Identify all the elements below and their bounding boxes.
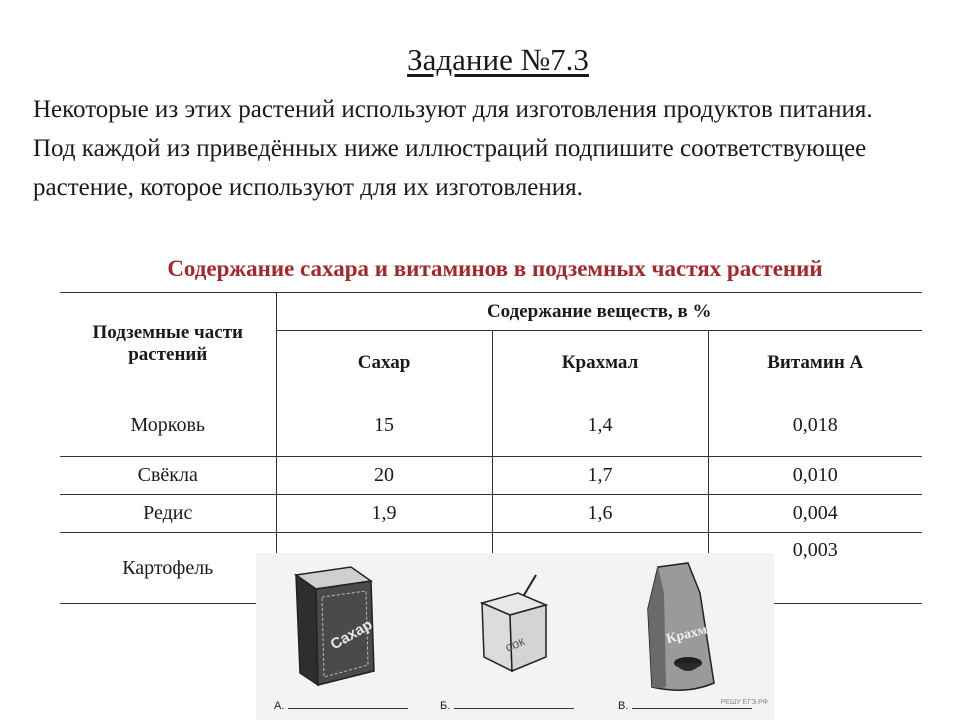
vitamin-a-cell: 0,004 xyxy=(708,495,922,533)
plant-name-cell: Картофель xyxy=(60,533,276,604)
task-text: Некоторые из этих растений используют для изготовления продуктов питания. Под каждой из приведённых ниже иллюстраций подпишите соответствующее растение, которое используют для их изготовления. xyxy=(33,96,873,201)
answer-b-label: Б. xyxy=(440,700,451,712)
answer-b xyxy=(440,700,574,712)
product-illustrations xyxy=(256,553,774,720)
table-row xyxy=(60,495,922,533)
row-header-cell: Подземные части растений xyxy=(60,293,276,395)
sugar-cell: 15 xyxy=(276,394,492,457)
starch-cell: 1,6 xyxy=(492,495,708,533)
plant-name-cell: Свёкла xyxy=(60,457,276,495)
vitamin-a-cell: 0,003 xyxy=(708,533,922,604)
sugar-cell: 1,9 xyxy=(276,495,492,533)
answer-a xyxy=(274,700,408,712)
vitamin-a-cell: 0,018 xyxy=(708,394,922,457)
plant-name-cell: Морковь xyxy=(60,394,276,457)
vitamin-a-cell: 0,010 xyxy=(708,457,922,495)
table-header-row xyxy=(60,293,922,331)
task-title: Задание №7.3 xyxy=(407,42,589,77)
answer-c-line[interactable] xyxy=(632,708,752,709)
column-header-vitamin-a: Витамин А xyxy=(708,331,922,395)
answer-a-label: А. xyxy=(274,700,285,712)
starch-bag-label: Крахмал xyxy=(664,618,724,648)
table-row xyxy=(60,394,922,457)
juice-carton-label: сок xyxy=(502,633,527,655)
starch-bag-illustration xyxy=(648,563,723,690)
answer-a-line[interactable] xyxy=(288,708,408,709)
sugar-box-illustration xyxy=(296,567,375,685)
sugar-cell: 20 xyxy=(276,457,492,495)
sugar-box-label: Сахар xyxy=(327,616,376,654)
group-header-cell: Содержание веществ, в % xyxy=(276,293,922,331)
table-caption: Содержание сахара и витаминов в подземных частях растений xyxy=(167,256,823,281)
table-row xyxy=(60,457,922,495)
starch-cell: 1,7 xyxy=(492,457,708,495)
answer-c-label: В. xyxy=(618,700,629,712)
starch-cell: 1,4 xyxy=(492,394,708,457)
plant-name-cell: Редис xyxy=(60,495,276,533)
answer-b-line[interactable] xyxy=(454,708,574,709)
column-header-sugar: Сахар xyxy=(276,331,492,395)
watermark: РЕШУ ЕГЭ.РФ xyxy=(720,699,768,706)
juice-carton-illustration xyxy=(482,575,546,671)
column-header-starch: Крахмал xyxy=(492,331,708,395)
